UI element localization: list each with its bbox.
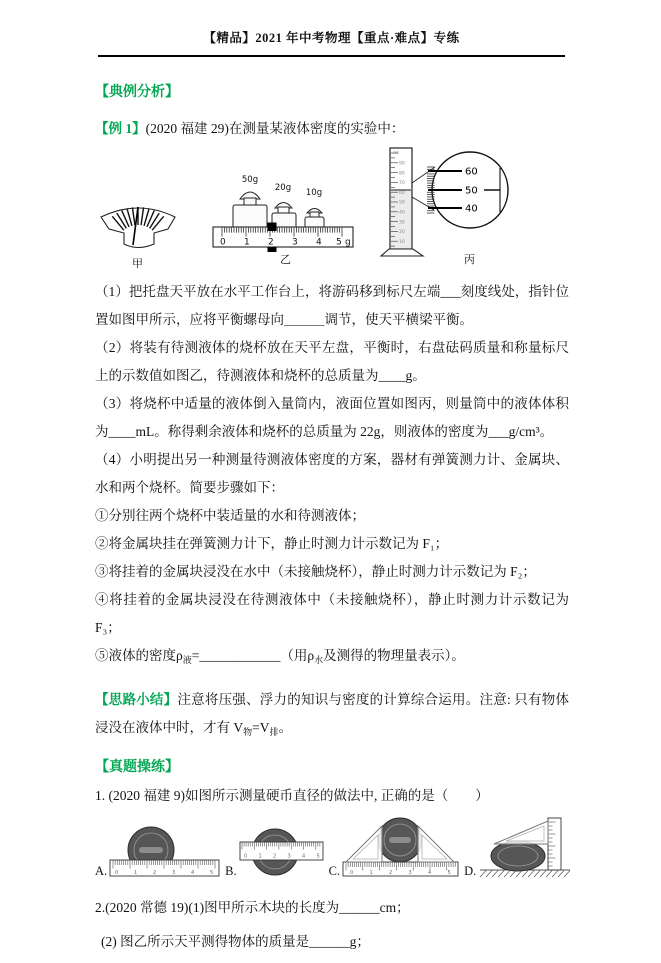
rider-num-3: 3 — [292, 237, 298, 248]
rider-num-1: 1 — [244, 237, 250, 248]
option-b-label: B. — [225, 864, 237, 878]
coin-triangle-vertical-ruler-option-d — [478, 816, 572, 878]
svg-text:5: 5 — [316, 853, 320, 860]
practice-question-2b: (2) 图乙所示天平测得物体的质量是______g； — [101, 934, 370, 949]
cylinder-unit: ml — [393, 151, 399, 156]
weight-label-10g: 10g — [305, 188, 323, 198]
question-part-1: （1）把托盘天平放在水平工作台上，将游码移到标尺左端___刻度线处，指针位置如图甲所示，应将平衡螺母向＿＿＿调节，使天平横梁平衡。 — [95, 284, 569, 327]
svg-text:4: 4 — [428, 870, 432, 876]
section-heading-analysis: 【典例分析】 — [95, 85, 179, 100]
coin — [491, 841, 545, 871]
option-c-label: C. — [328, 864, 341, 878]
svg-text:0: 0 — [115, 870, 119, 876]
svg-text:5: 5 — [210, 870, 214, 876]
header-title: 【精品】2021 年中考物理【重点·难点】专练 — [203, 31, 460, 45]
balance-dial-figure — [101, 207, 175, 248]
svg-text:1: 1 — [369, 870, 373, 876]
magnifier-num-40: 40 — [465, 203, 478, 215]
experiment-figure — [95, 145, 569, 276]
option-c — [329, 816, 460, 878]
summary-label: 【思路小结】 — [95, 692, 178, 707]
figure-label-yi: 乙 — [280, 253, 291, 266]
svg-text:30: 30 — [399, 220, 405, 226]
rider-num-0: 0 — [220, 237, 226, 248]
set-square-left — [346, 826, 382, 862]
svg-text:2: 2 — [389, 870, 393, 876]
page-header — [98, 28, 565, 57]
step-5-text-c: 及测得的物理量表示）。 — [323, 648, 465, 663]
svg-text:3: 3 — [287, 853, 291, 860]
figure-label-jia: 甲 — [132, 257, 143, 270]
svg-text:2: 2 — [153, 870, 157, 876]
step-5-text-a: ⑤液体的密度ρ — [95, 648, 183, 663]
measuring-cylinder-figure — [381, 148, 508, 256]
svg-text:4: 4 — [301, 853, 305, 860]
svg-text:50: 50 — [399, 200, 405, 206]
option-a — [95, 826, 221, 878]
rider-num-2: 2 — [268, 237, 274, 248]
experiment-figure-svg — [95, 145, 565, 271]
section-heading-practice: 【真题操练】 — [95, 760, 179, 775]
option-d-label: D. — [464, 864, 477, 878]
summary-paragraph — [95, 686, 569, 746]
set-square — [494, 821, 548, 844]
question-part-4: （4）小明提出另一种测量待测液体密度的方案，器材有弹簧测力计、金属块、水和两个烧杯。简要步骤如下： — [95, 452, 569, 495]
practice-question-1: 1. (2020 福建 9)如图所示测量硬币直径的做法中, 正确的是（ ） — [95, 788, 489, 803]
step-5 — [95, 642, 569, 674]
practice-question-2a: 2.(2020 常德 19)(1)图甲所示木块的长度为______cm； — [95, 900, 410, 915]
question-part-3: （3）将烧杯中适量的液体倒入量筒内，液面位置如图丙，则量筒中的液体体积为____mL。称得剩余液体和烧杯的总质量为 22g，则液体的密度为___g/cm³。 — [95, 396, 569, 439]
svg-text:70: 70 — [399, 181, 405, 187]
svg-text:3: 3 — [172, 870, 176, 876]
cylinder-base — [381, 249, 423, 256]
step-5-text-b: =____________（用ρ — [191, 648, 315, 663]
svg-text:0: 0 — [243, 853, 247, 860]
v-displaced-subscript: 排 — [269, 727, 279, 737]
option-d — [464, 816, 572, 878]
example-intro: (2020 福建 29)在测量某液体密度的实验中： — [145, 121, 405, 136]
svg-text:60: 60 — [399, 190, 405, 196]
svg-text:1: 1 — [258, 853, 262, 860]
rho-liquid-subscript: 液 — [182, 655, 192, 665]
svg-text:90: 90 — [399, 161, 405, 167]
rho-water-subscript: 水 — [314, 655, 324, 665]
worksheet-page — [0, 28, 661, 963]
summary-text-a: 注意将压强、浮力的知识与密度的计算综合运用。注意: 只有物体浸没在液体中时，才有 V — [95, 692, 570, 735]
summary-text-c: 。 — [278, 720, 293, 735]
rider-num-4: 4 — [316, 237, 322, 248]
rider-block-top — [268, 223, 277, 232]
coin-ruler-option-b — [239, 826, 325, 878]
v-object-subscript: 物 — [243, 727, 253, 737]
question-part-2: （2）将装有待测液体的烧杯放在天平左盘，平衡时，右盘砝码质量和称量标尺上的示数值如图乙，待测液体和烧杯的总质量为____g。 — [95, 340, 569, 383]
svg-text:4: 4 — [191, 870, 195, 876]
step-1: ①分别往两个烧杯中装适量的水和待测液体； — [95, 508, 365, 523]
rider-block-bottom — [268, 247, 277, 252]
svg-text:0: 0 — [350, 870, 354, 876]
step-3: ③将挂着的金属块浸没在水中（未接触烧杯），静止时测力计示数记为 F₂； — [95, 564, 536, 579]
example-label: 【例 1】 — [95, 121, 146, 136]
rider-unit: g — [345, 237, 351, 248]
coin-triangles-ruler-option-c — [342, 816, 460, 878]
svg-text:3: 3 — [408, 870, 412, 876]
magnifier-num-60: 60 — [465, 166, 478, 178]
option-a-label: A. — [95, 864, 108, 878]
svg-text:80: 80 — [399, 171, 405, 177]
weight-label-20g: 20g — [274, 183, 292, 193]
weight-label-50g: 50g — [241, 175, 259, 185]
magnifier-num-50: 50 — [465, 185, 478, 197]
step-4: ④将挂着的金属块浸没在待测液体中（未接触烧杯），静止时测力计示数记为 F₃； — [95, 592, 569, 635]
svg-text:10: 10 — [399, 239, 405, 245]
svg-text:40: 40 — [399, 210, 405, 216]
figure-label-bing: 丙 — [464, 253, 475, 266]
rider-num-5: 5 — [336, 237, 342, 248]
ruler — [110, 860, 219, 876]
svg-text:1: 1 — [134, 870, 138, 876]
svg-text:2: 2 — [272, 853, 276, 860]
question-1-options — [95, 816, 575, 878]
page-content — [95, 83, 569, 956]
example-1-line — [95, 115, 569, 143]
svg-text:20: 20 — [399, 230, 405, 236]
rider-scale-figure — [213, 223, 353, 253]
svg-text:5: 5 — [447, 870, 451, 876]
step-2: ②将金属块挂在弹簧测力计下，静止时测力计示数记为 F₁； — [95, 536, 449, 551]
option-b — [225, 826, 324, 878]
coin-ruler-option-a — [109, 826, 221, 878]
summary-text-b: =V — [252, 720, 270, 735]
set-square-right — [418, 826, 454, 862]
